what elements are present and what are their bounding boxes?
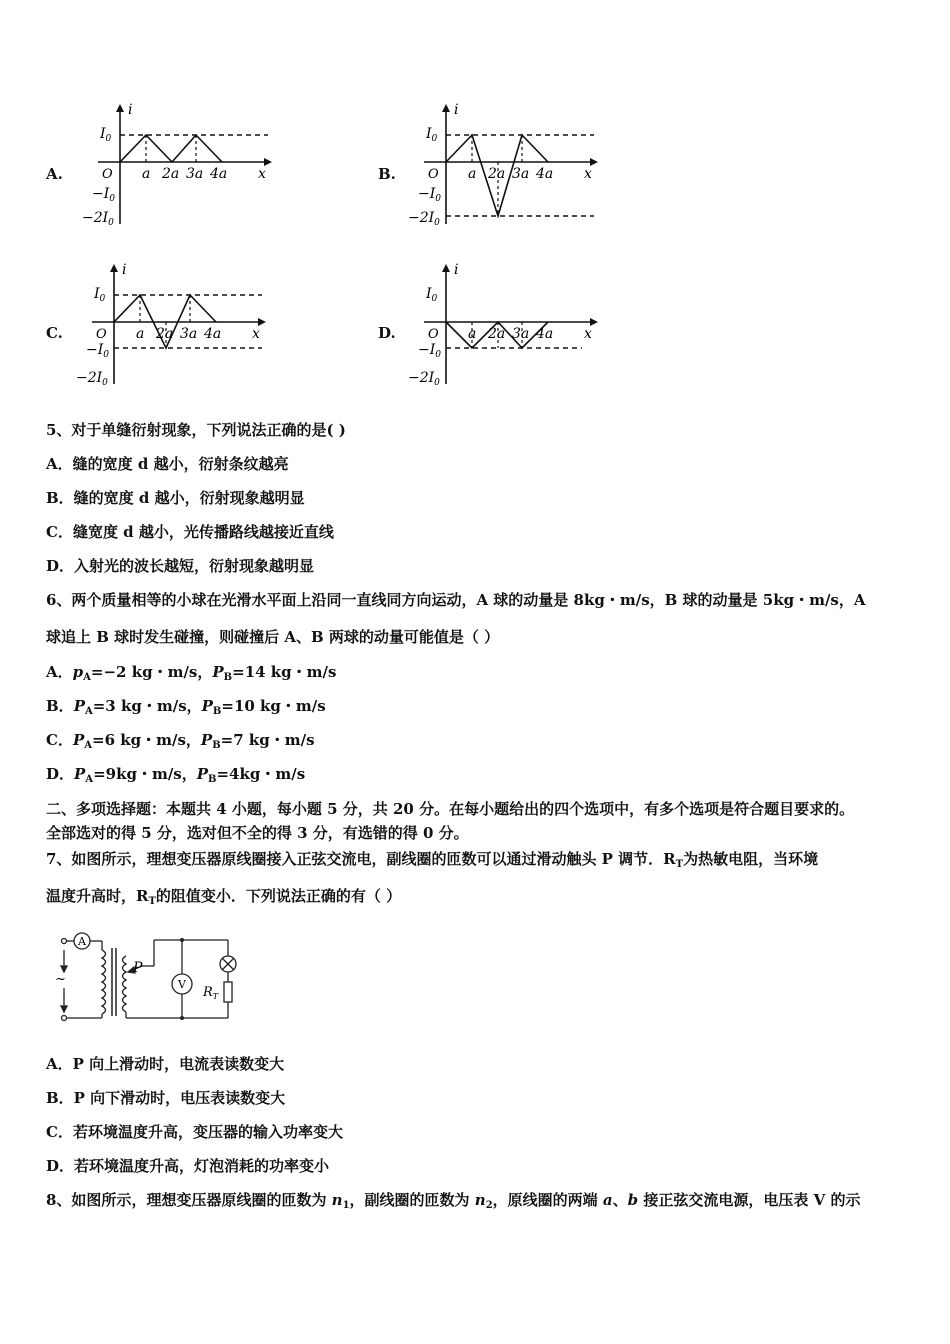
waveform [120, 135, 222, 162]
svg-text:i: i [122, 262, 127, 278]
origin-label: O [102, 167, 113, 182]
svg-text:x: x [252, 326, 260, 342]
svg-text:4a: 4a [536, 166, 554, 182]
option-d-label: D. [378, 324, 396, 342]
tick-2a: 2a [162, 166, 180, 182]
svg-text:−2I0: $-2I_0$ [408, 210, 440, 228]
tick-4a: 4a [210, 166, 228, 182]
q7-stem-line1: 7、如图所示，理想变压器原线圈接入正弦交流电，副线圈的匝数可以通过滑动触头 P 调节．$R_T$为热敏电阻，当环境 [46, 850, 819, 870]
slider-label: P [133, 960, 143, 976]
q5-option-c: C．缝宽度 d 越小，光传播路线越接近直线 [46, 523, 334, 541]
q5-stem: 5、对于单缝衍射现象，下列说法正确的是( ) [46, 421, 346, 439]
svg-text:3a: 3a [180, 326, 198, 342]
q5-option-a: A．缝的宽度 d 越小，衍射条纹越亮 [46, 455, 289, 473]
q7-stem-line2: 温度升高时，$R_T$的阻值变小．下列说法正确的有（ ） [46, 887, 402, 907]
graph-c [72, 260, 272, 388]
svg-text:3a: 3a [512, 166, 530, 182]
q5-option-d: D．入射光的波长越短，衍射现象越明显 [46, 557, 315, 575]
thermistor [224, 982, 232, 1002]
svg-text:4a: 4a [204, 326, 222, 342]
svg-text:x: x [584, 166, 592, 182]
svg-text:I0: $I_0$ [426, 126, 438, 144]
svg-text:O: O [428, 167, 439, 182]
svg-text:4a: 4a [536, 326, 554, 342]
svg-text:I0: $I_0$ [426, 286, 438, 304]
svg-text:2a: 2a [488, 166, 506, 182]
svg-text:O: O [428, 327, 439, 342]
voltmeter-label: V [178, 978, 186, 991]
q6-option-c: C．$P_A=6$ kg・m/s，$P_B=7$ kg・m/s [46, 731, 315, 751]
q6-option-a: A．$p_A=-2$ kg・m/s，$P_B=14$ kg・m/s [46, 663, 337, 683]
tick-3a: 3a [186, 166, 204, 182]
svg-text:−2I0: $-2I_0$ [76, 370, 108, 388]
svg-text:−2I0: $-2I_0$ [408, 370, 440, 388]
svg-text:a: a [468, 326, 477, 342]
option-a-label: A. [46, 165, 63, 183]
q6-option-d: D．$P_A=9kg$・m/s，$P_B=4kg$・m/s [46, 765, 306, 785]
svg-text:−I0: $-I_0$ [418, 342, 441, 360]
section2-line1: 二、多项选择题：本题共 4 小题，每小题 5 分，共 20 分。在每小题给出的四个选项中，有多个选项是符合题目要求的。 [46, 800, 855, 818]
q6-option-b: B．$P_A=3$ kg・m/s，$P_B=10$ kg・m/s [46, 697, 326, 717]
graph-b [404, 100, 604, 228]
q7-option-d: D．若环境温度升高，灯泡消耗的功率变小 [46, 1157, 330, 1175]
resistor-label: $R_T$ [203, 985, 219, 1001]
section2-line2: 全部选对的得 5 分，选对但不全的得 3 分，有选错的得 0 分。 [46, 824, 469, 842]
svg-text:2a: 2a [488, 326, 506, 342]
svg-text:a: a [136, 326, 145, 342]
option-b-label: B. [378, 165, 396, 183]
graph-a [78, 100, 278, 228]
svg-text:x: x [584, 326, 592, 342]
i-label: i [128, 102, 133, 118]
q7-option-c: C．若环境温度升高，变压器的输入功率变大 [46, 1123, 343, 1141]
graph-d [404, 260, 604, 388]
svg-text:2a: 2a [156, 326, 174, 342]
svg-text:i: i [454, 102, 459, 118]
option-c-label: C. [46, 324, 63, 342]
x-label: x [258, 166, 266, 182]
q7-option-b: B．P 向下滑动时，电压表读数变大 [46, 1089, 286, 1107]
svg-text:i: i [454, 262, 459, 278]
svg-text:O: O [96, 327, 107, 342]
transformer-circuit-diagram [50, 926, 250, 1026]
q5-option-b: B．缝的宽度 d 越小，衍射现象越明显 [46, 489, 305, 507]
tick-a: a [142, 166, 151, 182]
svg-text:−I0: $-I_0$ [418, 186, 441, 204]
svg-text:a: a [468, 166, 477, 182]
neg-i0-label: $-I_0$ [92, 186, 115, 204]
q6-stem-line2: 球追上 B 球时发生碰撞，则碰撞后 A、B 两球的动量可能值是（ ） [46, 628, 500, 646]
svg-text:−I0: $-I_0$ [86, 342, 109, 360]
q7-option-a: A．P 向上滑动时，电流表读数变大 [46, 1055, 285, 1073]
svg-text:3a: 3a [512, 326, 530, 342]
q6-stem-line1: 6、两个质量相等的小球在光滑水平面上沿同一直线同方向运动，A 球的动量是 8kg・m/s，B 球的动量是 5kg・m/s，A [46, 591, 866, 609]
ac-source-symbol: ~ [55, 972, 66, 987]
neg-2i0-label: $-2I_0$ [82, 210, 114, 228]
q8-stem: 8、如图所示，理想变压器原线圈的匝数为 $n_1$，副线圈的匝数为 $n_2$，原线圈的两端 a、b 接正弦交流电源，电压表 V 的示 [46, 1191, 861, 1211]
ammeter-label: A [78, 935, 86, 948]
svg-text:I0: $I_0$ [94, 286, 106, 304]
i0-label: $I_0$ [100, 126, 112, 144]
